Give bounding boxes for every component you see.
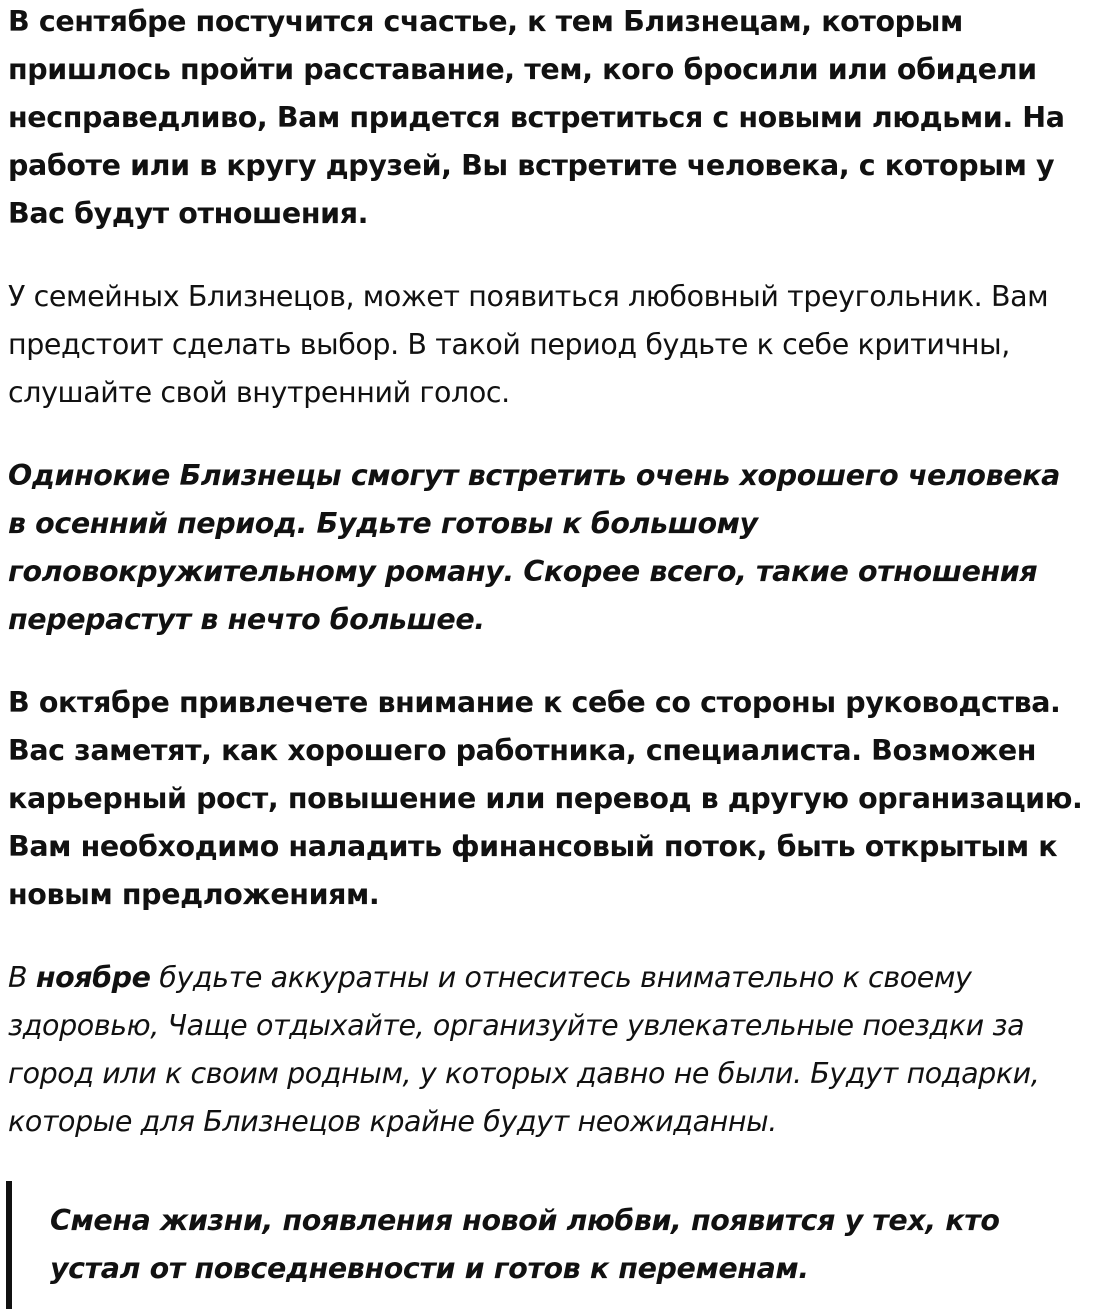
paragraph-october: В октябре привлечете внимание к себе со стороны руководства. Вас заметят, как хорошего работника, специалиста. Возможен карьерный рост, повышение или перевод в другую организацию. Вам необходимо наладить финансовый поток, быть открытым к новым предложениям.: [8, 686, 1083, 911]
blockquote: [6, 1181, 1046, 1309]
paragraph-november-start: В: [8, 961, 36, 994]
paragraph-single-twins: Одинокие Близнецы смогут встретить очень хорошего человека в осенний период. Будьте готовы к большому головокружительному роману. Скорее всего, такие отношения перерастут в нечто большее.: [8, 459, 1060, 636]
paragraph-november: [8, 954, 1086, 1146]
paragraph-september: В сентябре постучится счастье, к тем Близнецам, которым пришлось пройти расставание, тем, кого бросили или обидели несправедливо, Вам придется встретиться с новыми людьми. На работе или в кругу друзей, Вы встретите человека, с которым у Вас будут отношения.: [8, 5, 1065, 230]
paragraph-november-rest: будьте аккуратны и отнеситесь внимательно к своему здоровью, Чаще отдыхайте, организуйте увлекательные поездки за город или к своим родным, у которых давно не были. Будут подарки, которые для Близнецов крайне будут неожиданны.: [8, 961, 1040, 1138]
blockquote-text: Смена жизни, появления новой любви, появится у тех, кто устал от повседневности и готов к переменам.: [50, 1204, 1000, 1285]
paragraph-family-twins: У семейных Близнецов, может появиться любовный треугольник. Вам предстоит сделать выбор. В такой период будьте к себе критичны, слушайте свой внутренний голос.: [8, 280, 1049, 409]
paragraph-november-emphasis: ноябре: [35, 961, 151, 994]
